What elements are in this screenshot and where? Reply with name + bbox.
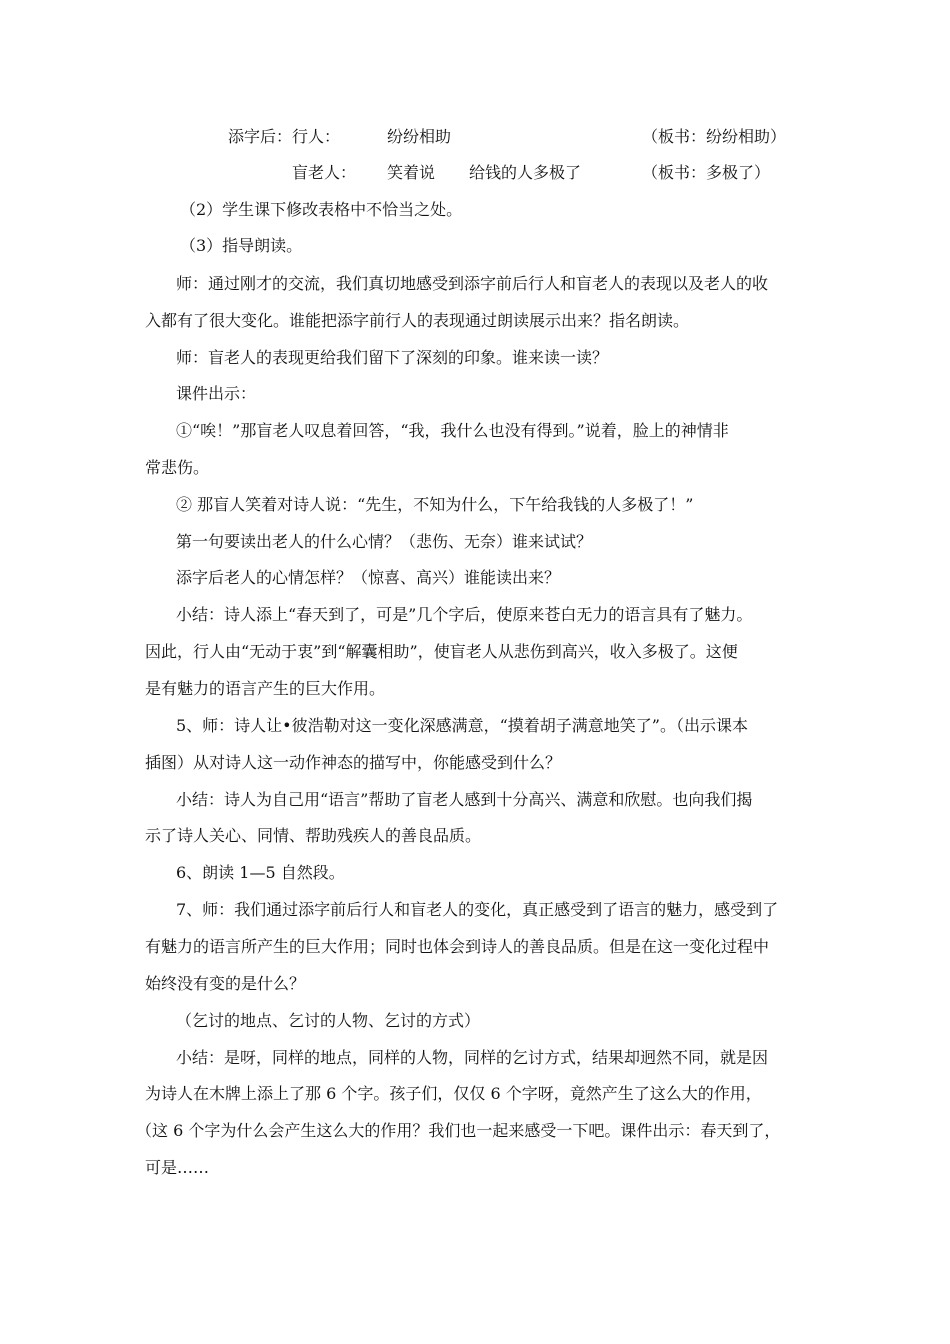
row2-action: 笑着说: [387, 163, 436, 182]
text-line: 小结：是呀，同样的地点，同样的人物，同样的乞讨方式，结果却迥然不同，就是因: [176, 1048, 769, 1067]
text-line: （乞讨的地点、乞讨的人物、乞讨的方式）: [176, 1011, 481, 1030]
text-line: 插图）从对诗人这一动作神态的描写中，你能感受到什么？: [145, 753, 562, 772]
text-line: （这 6 个字为什么会产生这么大的作用？我们也一起来感受一下吧。课件出示：春天到了，: [136, 1121, 781, 1140]
text-line: 常悲伤。: [145, 458, 210, 477]
text-line: 课件出示：: [176, 384, 257, 403]
text-line: ② 那盲人笑着对诗人说：“先生，不知为什么，下午给我钱的人多极了！”: [176, 495, 694, 514]
text-line: ①“唉！”那盲老人叹息着回答，“我，我什么也没有得到。”说着，脸上的神情非: [176, 421, 729, 440]
text-line: 6、朗读 1—5 自然段。: [176, 863, 345, 882]
text-line: 示了诗人关心、同情、帮助残疾人的善良品质。: [145, 826, 482, 845]
text-line: 始终没有变的是什么？: [145, 974, 306, 993]
text-line: （3）指导朗读。: [180, 236, 303, 255]
text-line: 第一句要读出老人的什么心情？（悲伤、无奈）谁来试试？: [176, 532, 593, 551]
text-line: 添字后老人的心情怎样？（惊喜、高兴）谁能读出来？: [176, 568, 561, 587]
text-line: （2）学生课下修改表格中不恰当之处。: [180, 200, 463, 219]
row2-label: 盲老人：: [292, 163, 357, 182]
row1-action: 纷纷相助: [387, 127, 452, 146]
text-line: 有魅力的语言所产生的巨大作用；同时也体会到诗人的善良品质。但是在这一变化过程中: [145, 937, 770, 956]
text-line: 入都有了很大变化。谁能把添字前行人的表现通过朗读展示出来？指名朗读。: [145, 311, 690, 330]
text-line: 师：通过刚才的交流，我们真切地感受到添字前后行人和盲老人的表现以及老人的收: [176, 274, 769, 293]
row1-board: （板书：纷纷相助）: [642, 127, 787, 146]
text-line: 师：盲老人的表现更给我们留下了深刻的印象。谁来读一读？: [176, 348, 609, 367]
row1-label: 添字后：行人：: [228, 127, 341, 146]
text-line: 为诗人在木牌上添上了那 6 个字。孩子们，仅仅 6 个字呀，竟然产生了这么大的作用，: [145, 1084, 762, 1103]
text-line: 是有魅力的语言产生的巨大作用。: [145, 679, 386, 698]
text-line: 7、师：我们通过添字前后行人和盲老人的变化，真正感受到了语言的魅力，感受到了: [176, 900, 779, 919]
row2-result: 给钱的人多极了: [469, 163, 582, 182]
text-line: 小结：诗人添上“春天到了，可是”几个字后，使原来苍白无力的语言具有了魅力。: [176, 605, 753, 624]
row2-board: （板书：多极了）: [642, 163, 771, 182]
text-line: 小结：诗人为自己用“语言”帮助了盲老人感到十分高兴、满意和欣慰。也向我们揭: [176, 790, 753, 809]
text-line: 可是……: [145, 1158, 210, 1177]
text-line: 5、师：诗人让•彼浩勒对这一变化深感满意，“摸着胡子满意地笑了”。（出示课本: [176, 716, 748, 735]
text-line: 因此，行人由“无动于衷”到“解囊相助”，使盲老人从悲伤到高兴，收入多极了。这便: [145, 642, 738, 661]
